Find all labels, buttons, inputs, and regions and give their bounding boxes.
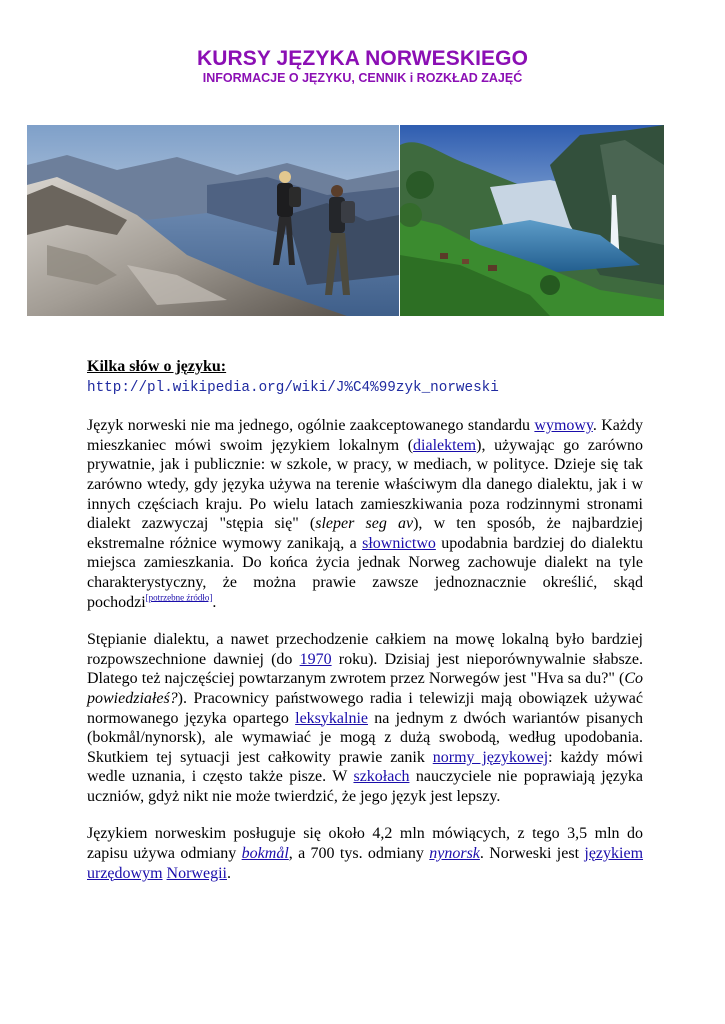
link-szkolach[interactable]: szkołach bbox=[353, 768, 410, 786]
text-run: nauczyciele nie poprawiają języka uczniów, gdyż nikt nie może twierdzić, że jego język jest lepszy. bbox=[87, 768, 644, 805]
page-subtitle: INFORMACJE O JĘZYKU, CENNIK i ROZKŁAD ZAJĘĆ bbox=[202, 71, 523, 85]
link-nynorsk[interactable]: nynorsk bbox=[429, 845, 480, 863]
text-run: ), w ten sposób, że najbardziej ekstremalne różnice wymowy zanikają, a bbox=[87, 515, 644, 552]
text-run: Stępianie dialektu, a nawet przechodzenie całkiem na mowę lokalną było bardziej rozpowszechnione dawniej (do bbox=[87, 631, 643, 668]
text-run: . Każdy mieszkaniec mówi swoim językiem lokalnym ( bbox=[87, 417, 643, 454]
link-dialektem[interactable]: dialektem bbox=[413, 436, 477, 454]
emphasis-text: Co powiedziałeś? bbox=[87, 670, 643, 707]
text-run: ). Pracownicy państwowego radia i telewizji mają obowiązek używać normowanego języka opartego bbox=[87, 689, 643, 727]
link-wymowy[interactable]: wymowy bbox=[534, 417, 593, 435]
link-norwegii[interactable]: Norwegii bbox=[166, 864, 227, 882]
paragraph-standard bbox=[87, 630, 643, 806]
text-run: Język norweski nie ma jednego, ogólnie zaakceptowanego standardu bbox=[87, 417, 535, 435]
source-url[interactable]: http://pl.wikipedia.org/wiki/J%C4%99zyk_norweski bbox=[87, 379, 499, 396]
link-slownictwo[interactable]: słownictwo bbox=[362, 534, 436, 552]
text-run: na jednym z dwóch wariantów pisanych (bokmål/nynorsk), ale wymawiać je mogą z dużą swobodą, według upodobania. Skutkiem tej sytuacji jest całkowity prawie zanik bbox=[87, 709, 643, 766]
text-run: . bbox=[212, 593, 217, 611]
hikers-fjord-photo bbox=[27, 125, 399, 316]
section-heading: Kilka słów o języku: bbox=[87, 358, 227, 375]
text-run: . Norweski jest bbox=[479, 845, 585, 863]
text-run: Językiem norweskim posługuje się około 4,2 mln mówiących, z tego 3,5 mln do zapisu używa odmiany bbox=[87, 825, 643, 863]
emphasis-text: sleper seg av bbox=[315, 515, 414, 533]
fjord-waterfall-photo bbox=[400, 125, 664, 316]
paragraph-dialects bbox=[87, 416, 643, 612]
text-run: . bbox=[226, 864, 231, 882]
link-bokmal[interactable]: bokmål bbox=[241, 845, 289, 863]
text-run: upodabnia bardziej do dialektu miejsca zamieszkania. Do końca życia jednak Norweg zachowuje dialekt na tyle charakterystyczny, że można prawie zawsze jednoznacznie określić, skąd pochodzi bbox=[87, 534, 643, 611]
text-run: ), używając go zarówno prywatnie, jak i publicznie: w szkole, w pracy, w mediach, w polityce. Dzieje się tak zarówno wtedy, gdy języka używa na terenie właściwym dla danego dialektu, jak i w innych częściach kraju. Po wielu latach zamieszkiwania poza rodzinnymi stronami dialekt zazwyczaj "stępia się" ( bbox=[87, 436, 644, 533]
link-leksykalnie[interactable]: leksykalnie bbox=[295, 709, 368, 727]
article bbox=[87, 357, 643, 883]
text-run: , a 700 tys. odmiany bbox=[288, 845, 430, 863]
link-1970[interactable]: 1970 bbox=[299, 650, 332, 668]
citation-needed-link[interactable]: [potrzebne źródło] bbox=[145, 592, 213, 603]
page-title: KURSY JĘZYKA NORWESKIEGO bbox=[196, 47, 529, 70]
link-normy-jezykowej[interactable]: normy językowej bbox=[432, 748, 549, 766]
paragraph-speakers bbox=[87, 824, 643, 883]
link-jezykiem-urzedowym[interactable]: językiem urzędowym bbox=[87, 845, 644, 882]
text-run: : każdy mówi wedle uznania, i często także pisze. W bbox=[87, 748, 643, 786]
text-run: roku). Dzisiaj jest nieporównywalnie słabsze. Dlatego też najczęściej powtarzanym zwrotem przez Norwegów jest "Hva sa du?" ( bbox=[87, 650, 643, 688]
